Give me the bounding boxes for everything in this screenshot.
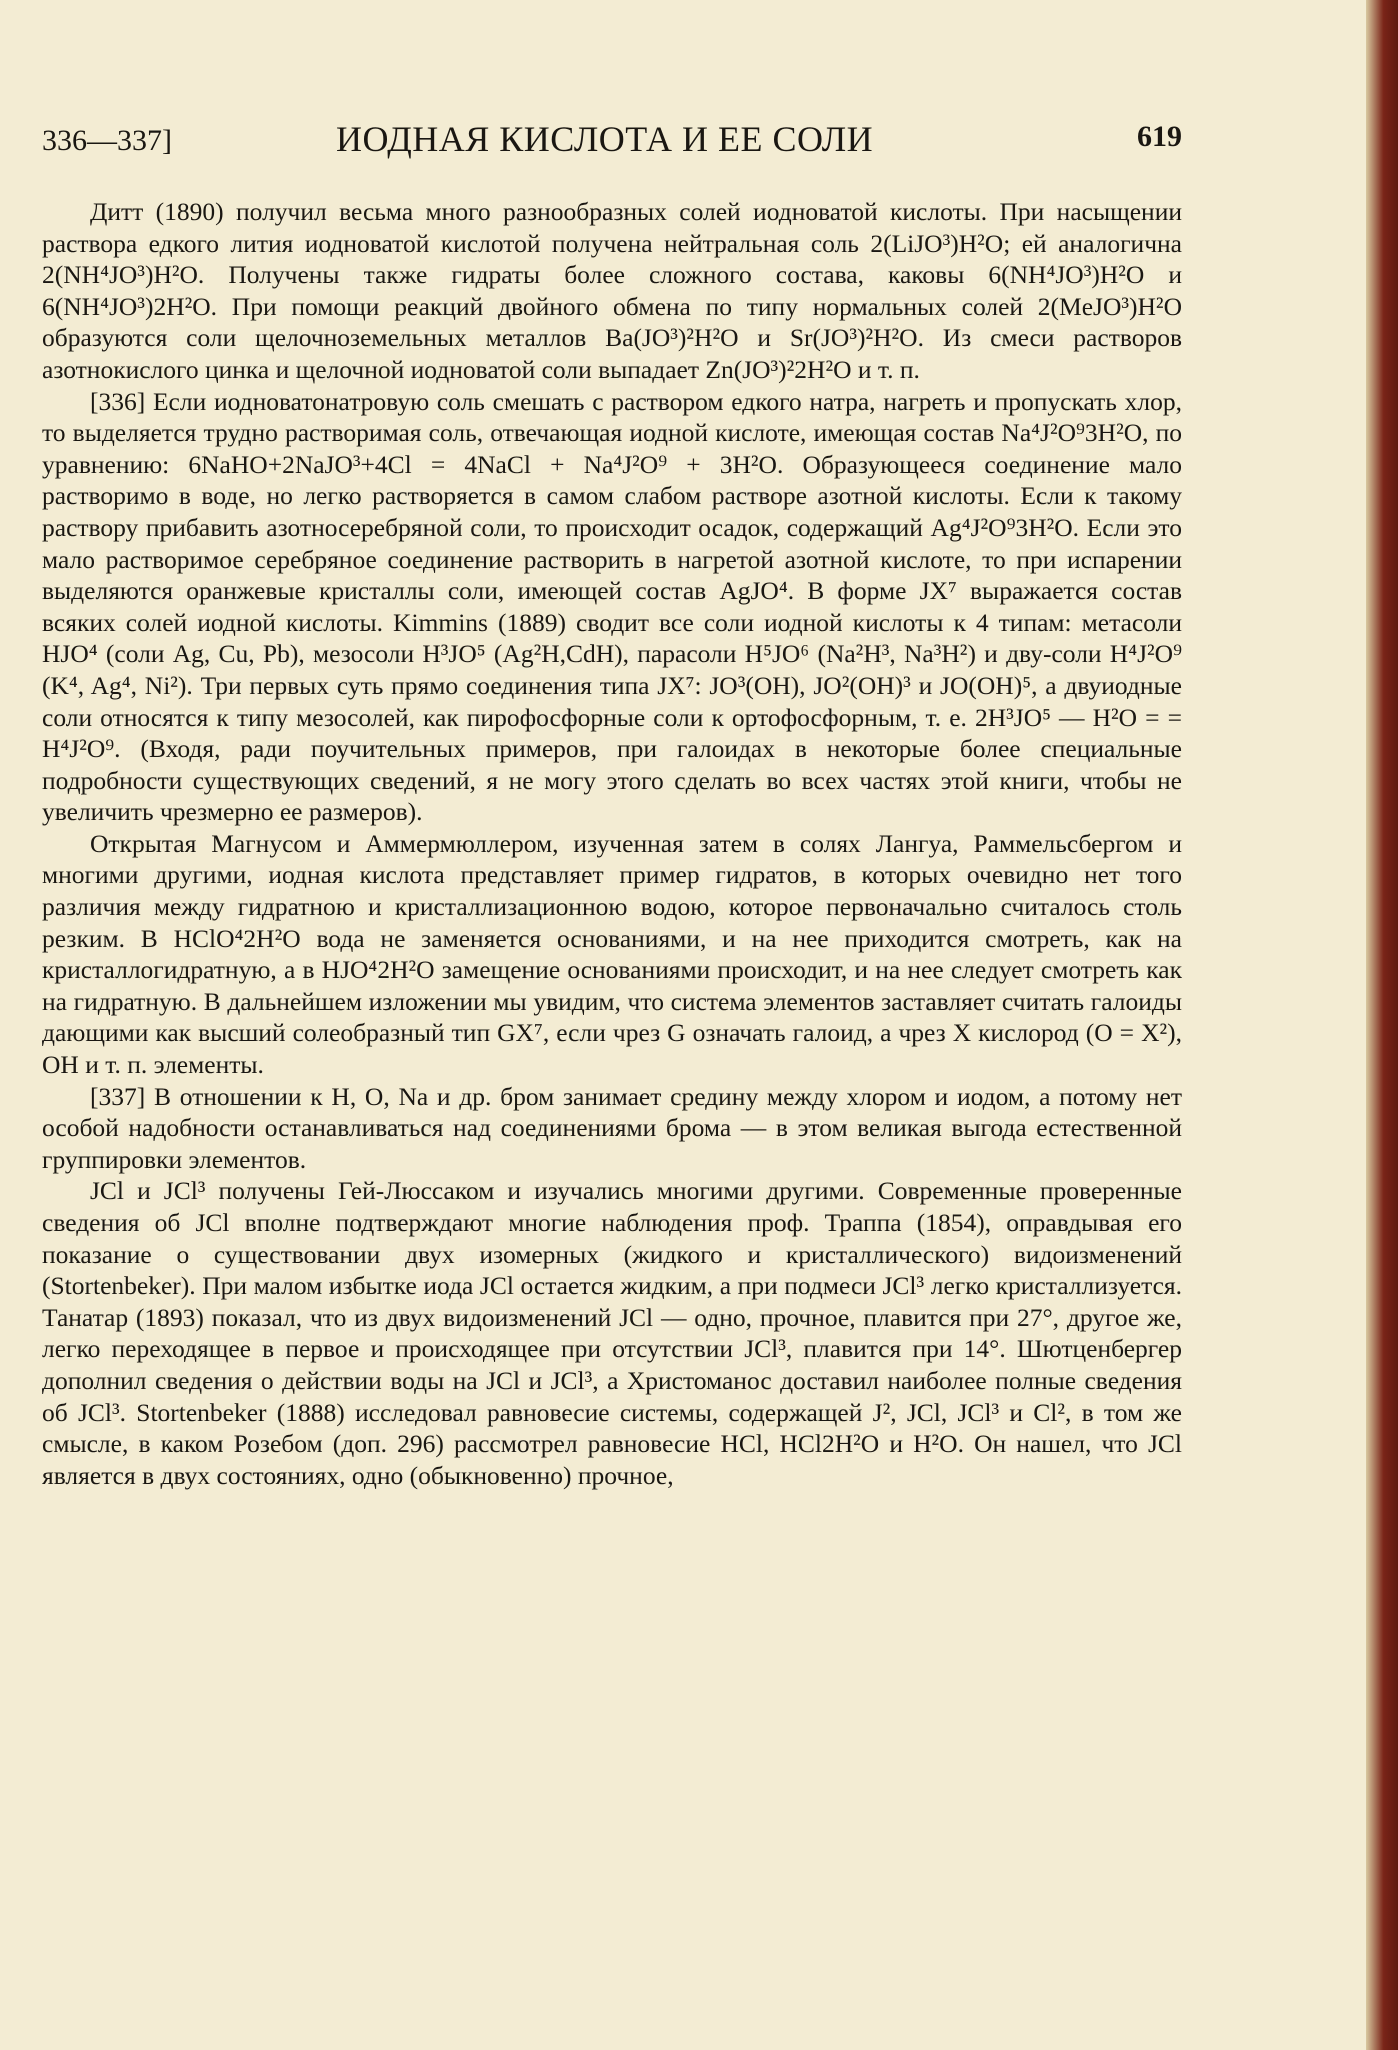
page-body (42, 196, 1182, 1491)
paragraph-magnus: Открытая Магнусом и Аммермюллером, изученная затем в солях Лангуа, Раммельсбергом и многими другими, иодная кислота представляет пример гидратов, в которых очевидно нет того различия между гидратною и кристаллизационною водою, которое первоначально считалось столь резким. В HClO⁴2H²O вода не заменяется основаниями, и на нее приходится смотреть, как на кристаллогидратную, а в HJO⁴2H²O замещение основаниями происходит, и на нее следует смотреть как на гидратную. В дальнейшем изложении мы увидим, что система элементов заставляет считать галоиды дающими как высший солеобразный тип GX⁷, если чрез G означать галоид, а чрез X кислород (O = X²), OH и т. п. элементы. (42, 828, 1182, 1080)
page-number: 619 (1137, 120, 1182, 153)
paragraph-jcl: JCl и JCl³ получены Гей-Люссаком и изучались многими другими. Современные проверенные сведения об JCl вполне подтверждают многие наблюдения проф. Траппа (1854), оправдывая его показание о существовании двух изомерных (жидкого и кристаллического) видоизменений (Stortenbeker). При малом избытке иода JCl остается жидким, а при подмеси JCl³ легко кристаллизуется. Танатар (1893) показал, что из двух видоизменений JCl — одно, прочное, плавится при 27°, другое же, легко переходящее в первое и происходящее при отсутствии JCl³, плавится при 14°. Шютценбергер дополнил сведения о действии воды на JCl и JCl³, а Христоманос доставил наиболее полные сведения об JCl³. Stortenbeker (1888) исследовал равновесие системы, содержащей J², JCl, JCl³ и Cl², в том же смысле, в каком Розебом (доп. 296) рассмотрел равновесие HCl, HCl2H²O и H²O. Он нашел, что JCl является в двух состояниях, одно (обыкновенно) прочное, (42, 1176, 1182, 1490)
page-title: ИОДНАЯ КИСЛОТА И ЕЕ СОЛИ (336, 119, 874, 159)
page-edge (1366, 0, 1398, 2050)
page-header (42, 116, 1182, 166)
paragraph-ditt: Дитт (1890) получил весьма много разнообразных солей иодноватой кислоты. При насыщении раствора едкого лития иодноватой кислотой получена нейтральная соль 2(LiJO³)H²O; ей аналогична 2(NH⁴JO³)H²O. Получены также гидраты более сложного состава, каковы 6(NH⁴JO³)H²O и 6(NH⁴JO³)2H²O. При помощи реакций двойного обмена по типу нормальных солей 2(MeJO³)H²O образуются соли щелочноземельных металлов Ba(JO³)²H²O и Sr(JO³)²H²O. Из смеси растворов азотнокислого цинка и щелочной иодноватой соли выпадает Zn(JO³)²2H²O и т. п. (42, 197, 1182, 384)
paragraph-337: [337] В отношении к H, O, Na и др. бром занимает средину между хлором и иодом, а потому нет особой надобности останавливаться над соединениями брома — в этом великая выгода естественной группировки элементов. (42, 1081, 1182, 1174)
paragraph-336: [336] Если иодноватонатровую соль смешать с раствором едкого натра, нагреть и пропускать хлор, то выделяется трудно растворимая соль, отвечающая иодной кислоте, имеющая состав Na⁴J²O⁹3H²O, по уравнению: 6NaHO+2NaJO³+4Cl = 4NaCl + Na⁴J²O⁹ + 3H²O. Образующееся соединение мало растворимо в воде, но легко растворяется в самом слабом растворе азотной кислоты. Если к такому раствору прибавить азотносеребряной соли, то происходит осадок, содержащий Ag⁴J²O⁹3H²O. Если это мало растворимое серебряное соединение растворить в нагретой азотной кислоте, то при испарении выделяются оранжевые кристаллы соли, имеющей состав AgJO⁴. В форме JX⁷ выражается состав всяких солей иодной кислоты. Kimmins (1889) сводит все соли иодной кислоты к 4 типам: метасоли HJO⁴ (соли Ag, Cu, Pb), мезосоли H³JO⁵ (Ag²H,CdH), парасоли H⁵JO⁶ (Na²H³, Na³H²) и дву-соли H⁴J²O⁹ (K⁴, Ag⁴, Ni²). Три первых суть прямо соединения типа JX⁷: JO³(OH), JO²(OH)³ и JO(OH)⁵, а двуиодные соли относятся к типу мезосолей, как пирофосфорные соли к ортофосфорным, т. е. 2H³JO⁵ — H²O = = H⁴J²O⁹. (Входя, ради поучительных примеров, при галоидах в некоторые более специальные подробности существующих сведений, я не могу этого сделать во всех частях этой книги, чтобы не увеличить чрезмерно ее размеров). (42, 386, 1182, 827)
section-range: 336—337] (42, 124, 172, 157)
